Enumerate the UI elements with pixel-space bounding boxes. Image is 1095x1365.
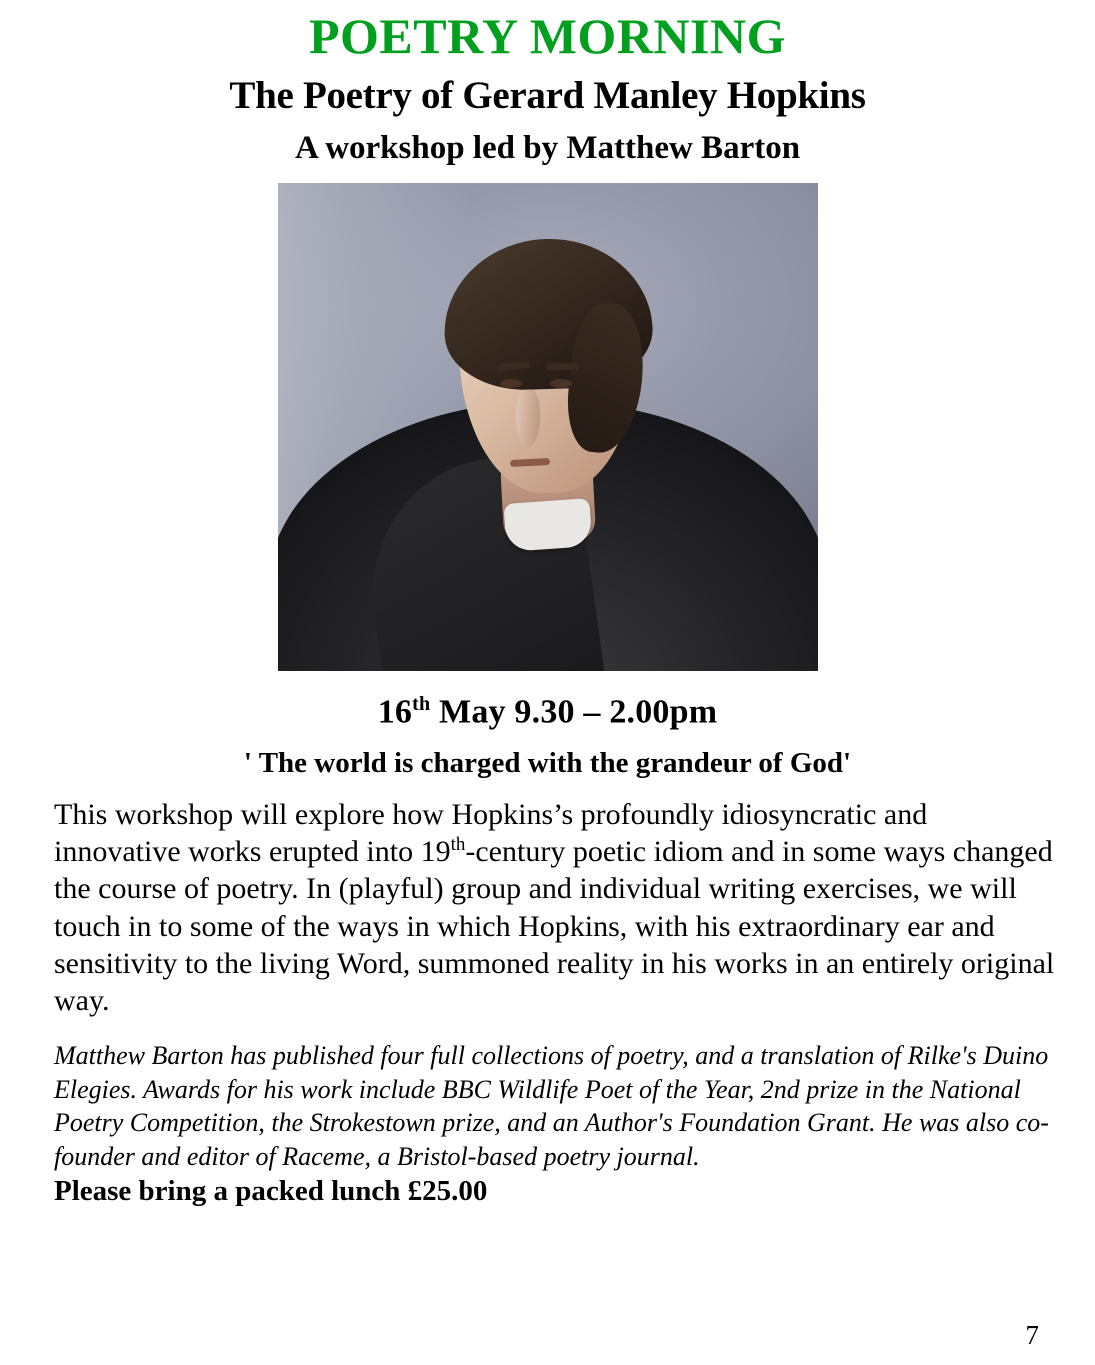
workshop-subtitle: The Poetry of Gerard Manley Hopkins [229,73,866,117]
presenter-biography [32,1039,1063,1211]
biography-text: Matthew Barton has published four full collections of poetry, and a translation of Rilke's Duino Elegies. Awards for his work include BBC Wildlife Poet of the Year, 2nd prize in the National Poetry Competition, the Strokestown prize, and an Author's Foundation Grant. He was also co-founder and editor of Raceme, a Bristol-based poetry journal. [54,1041,1049,1171]
description-text-first: This workshop will explore how Hopkins’s profoundly idiosyncratic and innovative works erupted into 19 [54,798,928,869]
description-text-second: -century poetic idiom and in some ways changed the course of poetry. In (playful) group and individual writing exercises, we will touch in to some of the ways in which Hopkins, with his extraordinary ear and sensitivity to the living Word, summoned reality in his works in an entirely original way. [54,835,1055,1017]
portrait-nose [516,389,540,447]
date-day-number: 16 [377,693,413,731]
presenter-line: A workshop led by Matthew Barton [294,130,801,167]
portrait-container [32,183,1063,671]
portrait-brow-right [545,362,579,370]
hopkins-quote: ' The world is charged with the grandeur of God' [243,747,852,780]
workshop-description [32,796,1063,1019]
date-time-range: May 9.30 – 2.00pm [430,693,718,731]
flyer-page [0,10,1095,1365]
event-date-time [32,693,1063,731]
portrait-clerical-collar [503,498,592,552]
date-ordinal-suffix: th [412,692,431,715]
portrait-eye-left [500,379,522,388]
hopkins-portrait-image [278,183,818,671]
description-ordinal-suffix: th [450,834,466,856]
page-number: 7 [1025,1320,1039,1350]
lunch-and-price-note: Please bring a packed lunch £25.00 [54,1175,488,1208]
portrait-eye-right [550,379,572,388]
page-title: POETRY MORNING [309,8,786,64]
